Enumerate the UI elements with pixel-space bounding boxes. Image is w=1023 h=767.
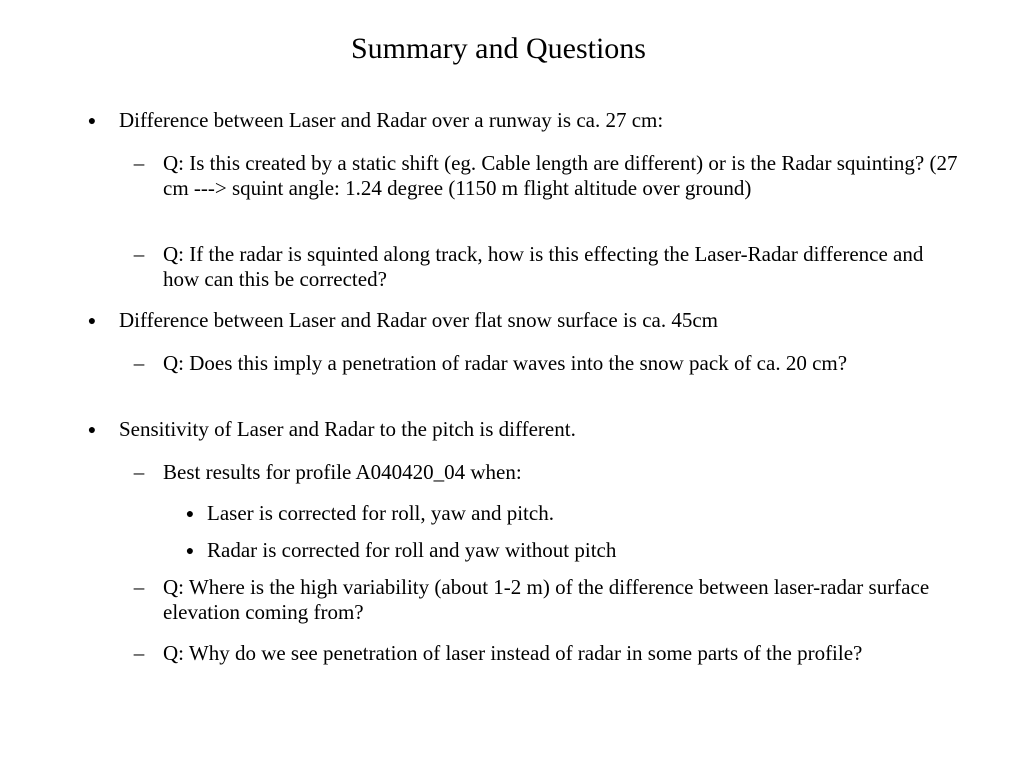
- subsubitem-text: Radar is corrected for roll and yaw without pitch: [207, 538, 617, 562]
- subsubitem-text: Laser is corrected for roll, yaw and pitch.: [207, 501, 554, 525]
- bullet-text: Sensitivity of Laser and Radar to the pitch is different.: [119, 417, 576, 441]
- dash-marker: –: [133, 641, 145, 665]
- subsubitem-radar-correction: [185, 538, 967, 563]
- bullet-item-runway: [87, 108, 979, 133]
- subitem-text: Q: Does this imply a penetration of radar waves into the snow pack of ca. 20 cm?: [163, 351, 848, 375]
- subitem-penetration-question: [133, 351, 963, 376]
- subitem-static-shift-question: [133, 151, 963, 201]
- bullet-marker: ●: [87, 114, 97, 129]
- subitem-squint-correction-question: [133, 242, 963, 292]
- slide-title: Summary and Questions: [351, 32, 646, 65]
- subsubitem-laser-correction: [185, 501, 967, 526]
- dash-marker: –: [133, 575, 145, 599]
- bullet-marker: ●: [185, 507, 195, 522]
- subitem-laser-penetration-question: [133, 641, 963, 666]
- subitem-best-results: [133, 460, 963, 485]
- subitem-text: Best results for profile A040420_04 when:: [163, 460, 522, 484]
- dash-marker: –: [133, 242, 145, 266]
- bullet-marker: ●: [185, 544, 195, 559]
- subitem-variability-question: [133, 575, 963, 625]
- dash-marker: –: [133, 460, 145, 484]
- dash-marker: –: [133, 351, 145, 375]
- subitem-text: Q: If the radar is squinted along track, how is this effecting the Laser-Radar difference and how can this be corrected?: [163, 242, 924, 291]
- subitem-text: Q: Why do we see penetration of laser instead of radar in some parts of the profile?: [163, 641, 863, 665]
- bullet-item-snow-surface: [87, 308, 979, 333]
- bullet-text: Difference between Laser and Radar over flat snow surface is ca. 45cm: [119, 308, 719, 332]
- bullet-text: Difference between Laser and Radar over a runway is ca. 27 cm:: [119, 108, 664, 132]
- bullet-marker: ●: [87, 314, 97, 329]
- subitem-text: Q: Is this created by a static shift (eg. Cable length are different) or is the Radar squinting? (27 cm ---> squint angle: 1.24 degree (1150 m flight altitude over ground): [163, 151, 958, 200]
- subitem-text: Q: Where is the high variability (about 1-2 m) of the difference between laser-radar surface elevation coming from?: [163, 575, 930, 624]
- bullet-marker: ●: [87, 423, 97, 438]
- dash-marker: –: [133, 151, 145, 175]
- bullet-item-pitch-sensitivity: [87, 417, 979, 442]
